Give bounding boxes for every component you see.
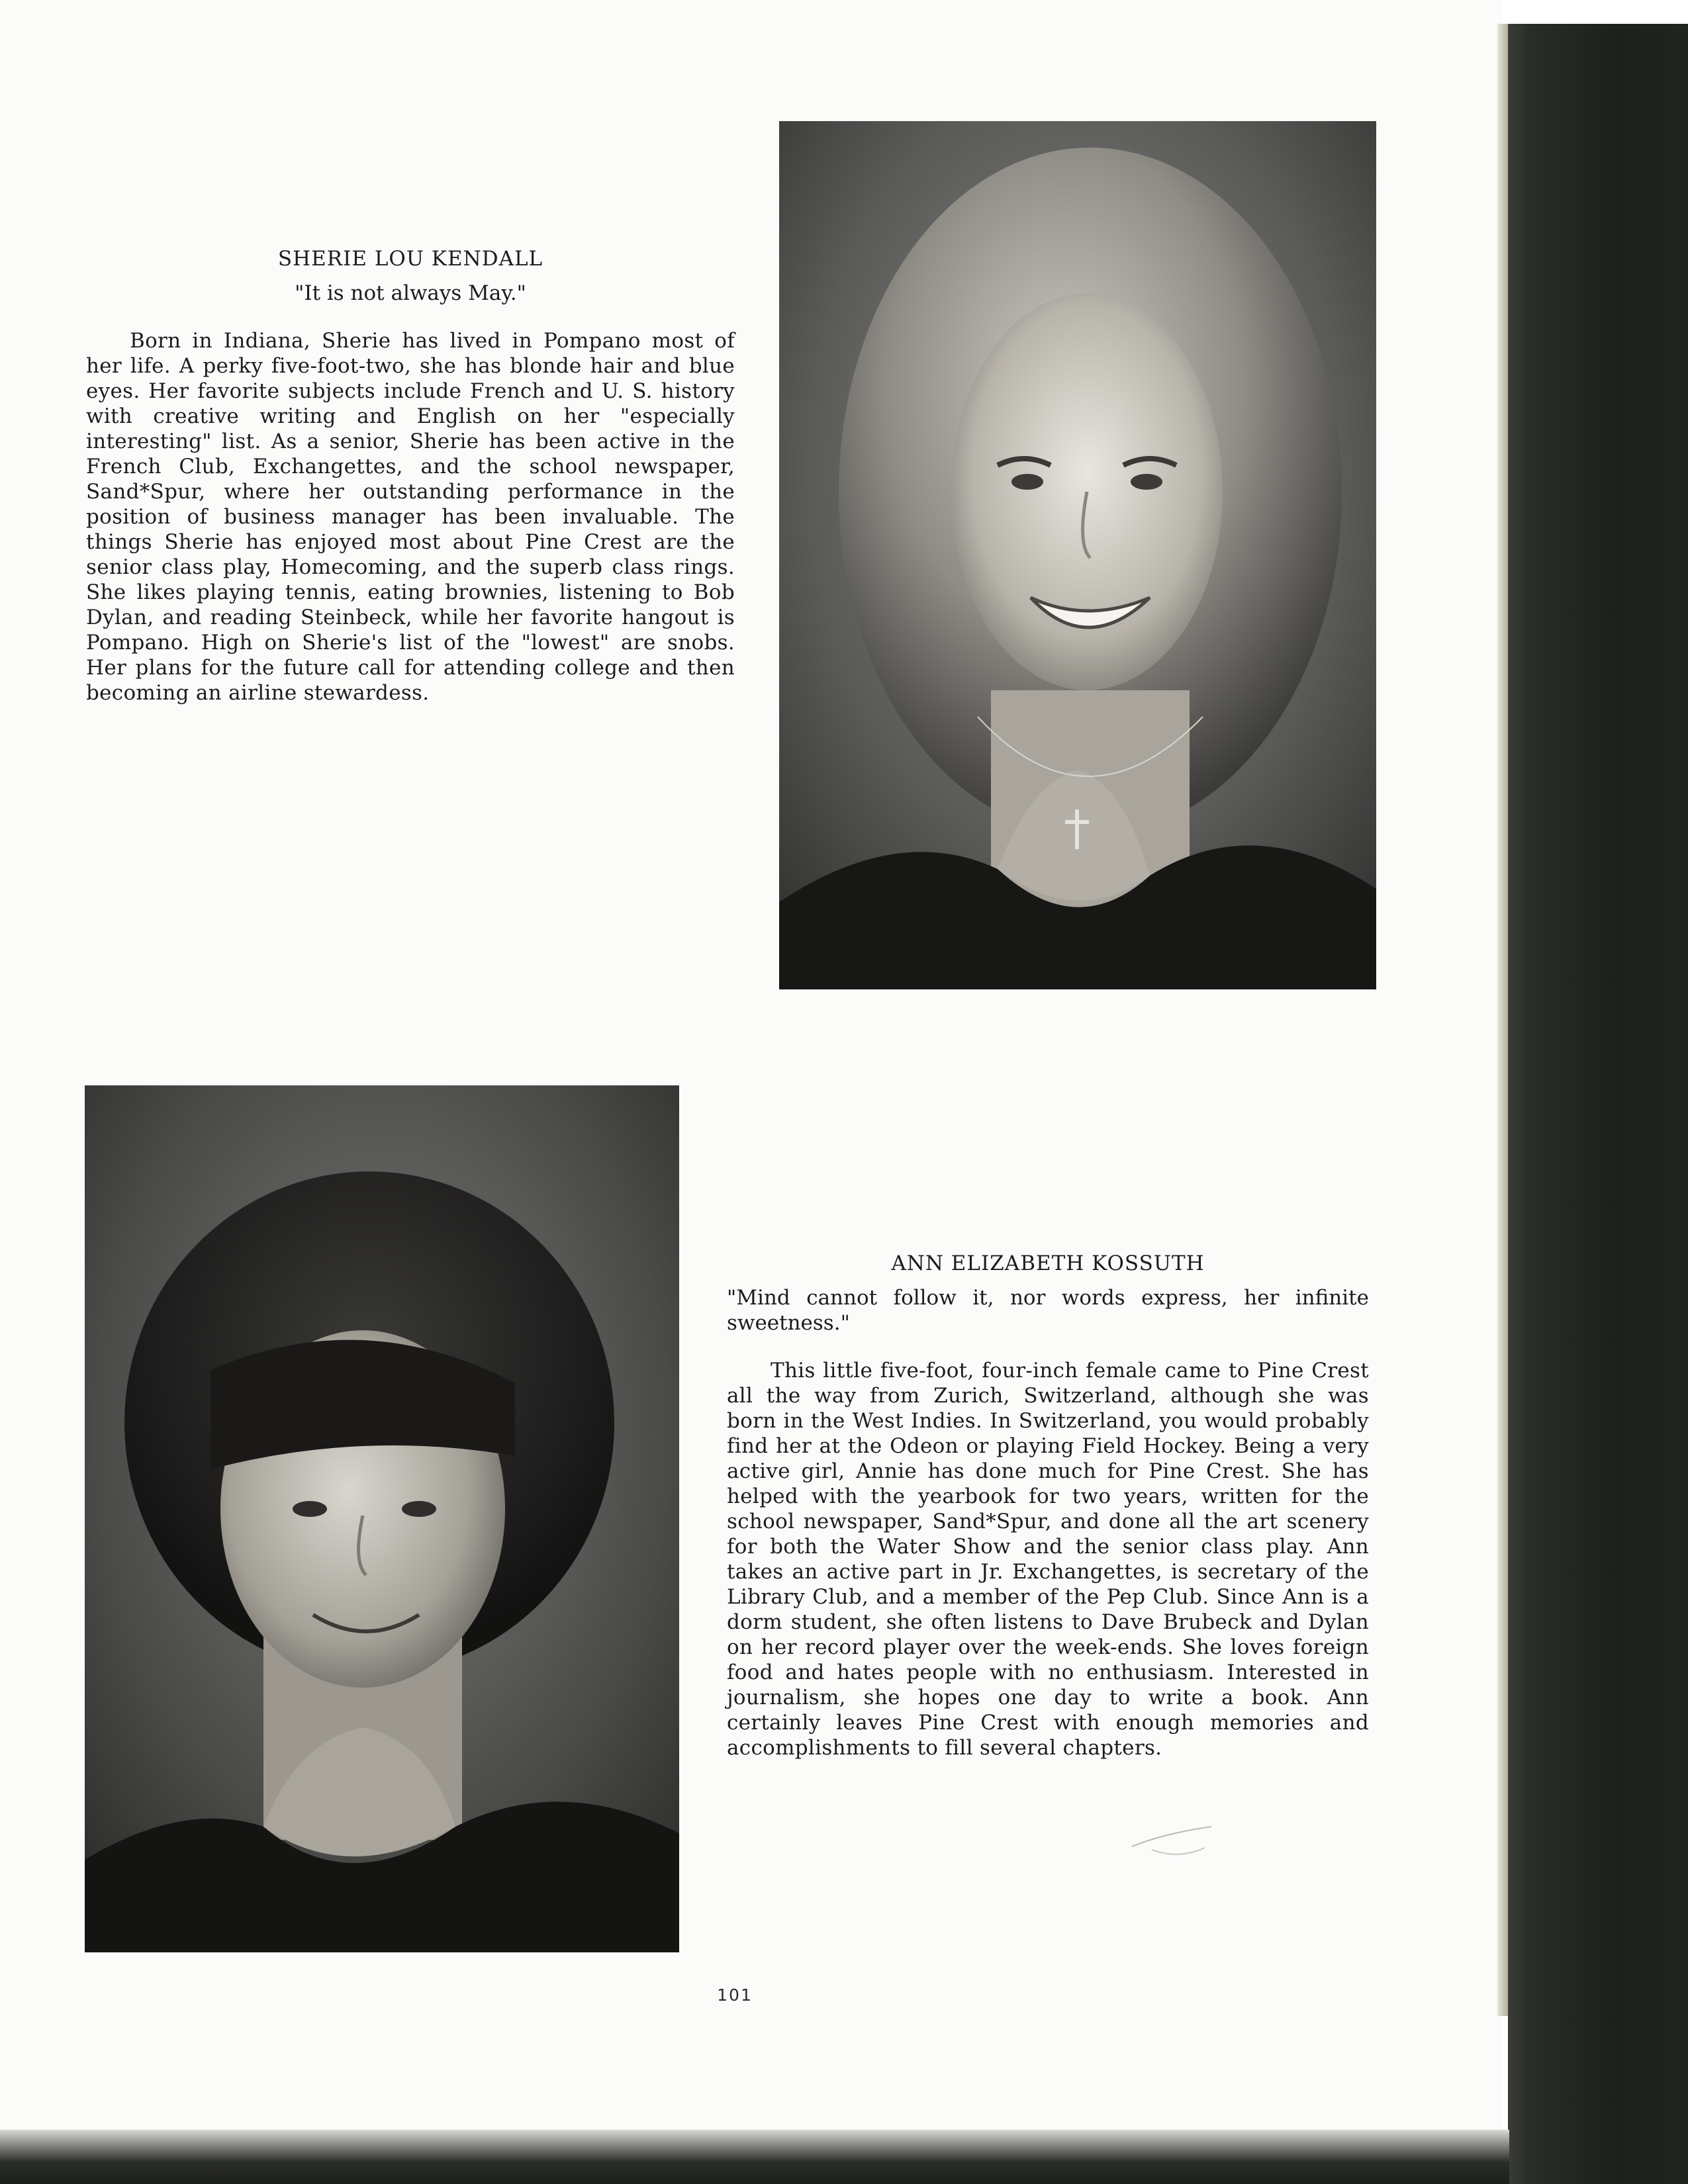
portrait-photo-kossuth xyxy=(85,1085,679,1952)
portrait-image xyxy=(85,1085,679,1952)
student-name: SHERIE LOU KENDALL xyxy=(277,247,543,271)
student-entry-kendall xyxy=(86,246,735,705)
student-entry-kossuth xyxy=(727,1251,1369,1760)
student-bio: This little five-foot, four-inch female came to Pine Crest all the way from Zurich, Switzerland, although she was born in the West Indies. In Switzerland, you would probably find her at the Odeon or playing Field Hockey. Being a very active girl, Annie has done much for Pine Crest. She has helped with the yearbook for two years, written for the school newspaper, Sand*Spur, and done all the art scenery for both the Water Show and the senior class play. Ann takes an active part in Jr. Exchangettes, is secretary of the Library Club, and a member of the Pep Club. Since Ann is a dorm student, she often listens to Dave Brubeck and Dylan on her record player over the week-ends. She loves foreign food and hates people with no enthusiasm. Interested in journalism, she hopes one day to write a book. Ann certainly leaves Pine Crest with enough memories and accomplishments to fill several chapters. xyxy=(727,1359,1369,1760)
portrait-image xyxy=(779,121,1376,989)
student-quote: "It is not always May." xyxy=(295,281,526,305)
page-number: 101 xyxy=(717,1985,753,2005)
pencil-mark xyxy=(1125,1820,1231,1866)
student-bio: Born in Indiana, Sherie has lived in Pompano most of her life. A perky five-foot-two, she has blonde hair and blue eyes. Her favorite subjects include French and U. S. history with creative writing and English on her "especially interesting" list. As a senior, Sherie has been active in the French Club, Exchangettes, and the school newspaper, Sand*Spur, where her outstanding performance in the position of business manager has been invaluable. The things Sherie has enjoyed most about Pine Crest are the senior class play, Homecoming, and the superb class rings. She likes playing tennis, eating brownies, listening to Bob Dylan, and reading Steinbeck, while her favorite hangout is Pompano. High on Sherie's list of the "lowest" are snobs. Her plans for the future call for attending college and then becoming an airline stewardess. xyxy=(86,329,735,705)
student-quote: "Mind cannot follow it, nor words express, her infinite sweetness." xyxy=(727,1286,1369,1335)
book-cover-edge xyxy=(1508,24,1688,2184)
portrait-photo-kendall xyxy=(779,121,1376,989)
bottom-shadow xyxy=(0,2130,1509,2184)
student-name: ANN ELIZABETH KOSSUTH xyxy=(891,1251,1205,1275)
